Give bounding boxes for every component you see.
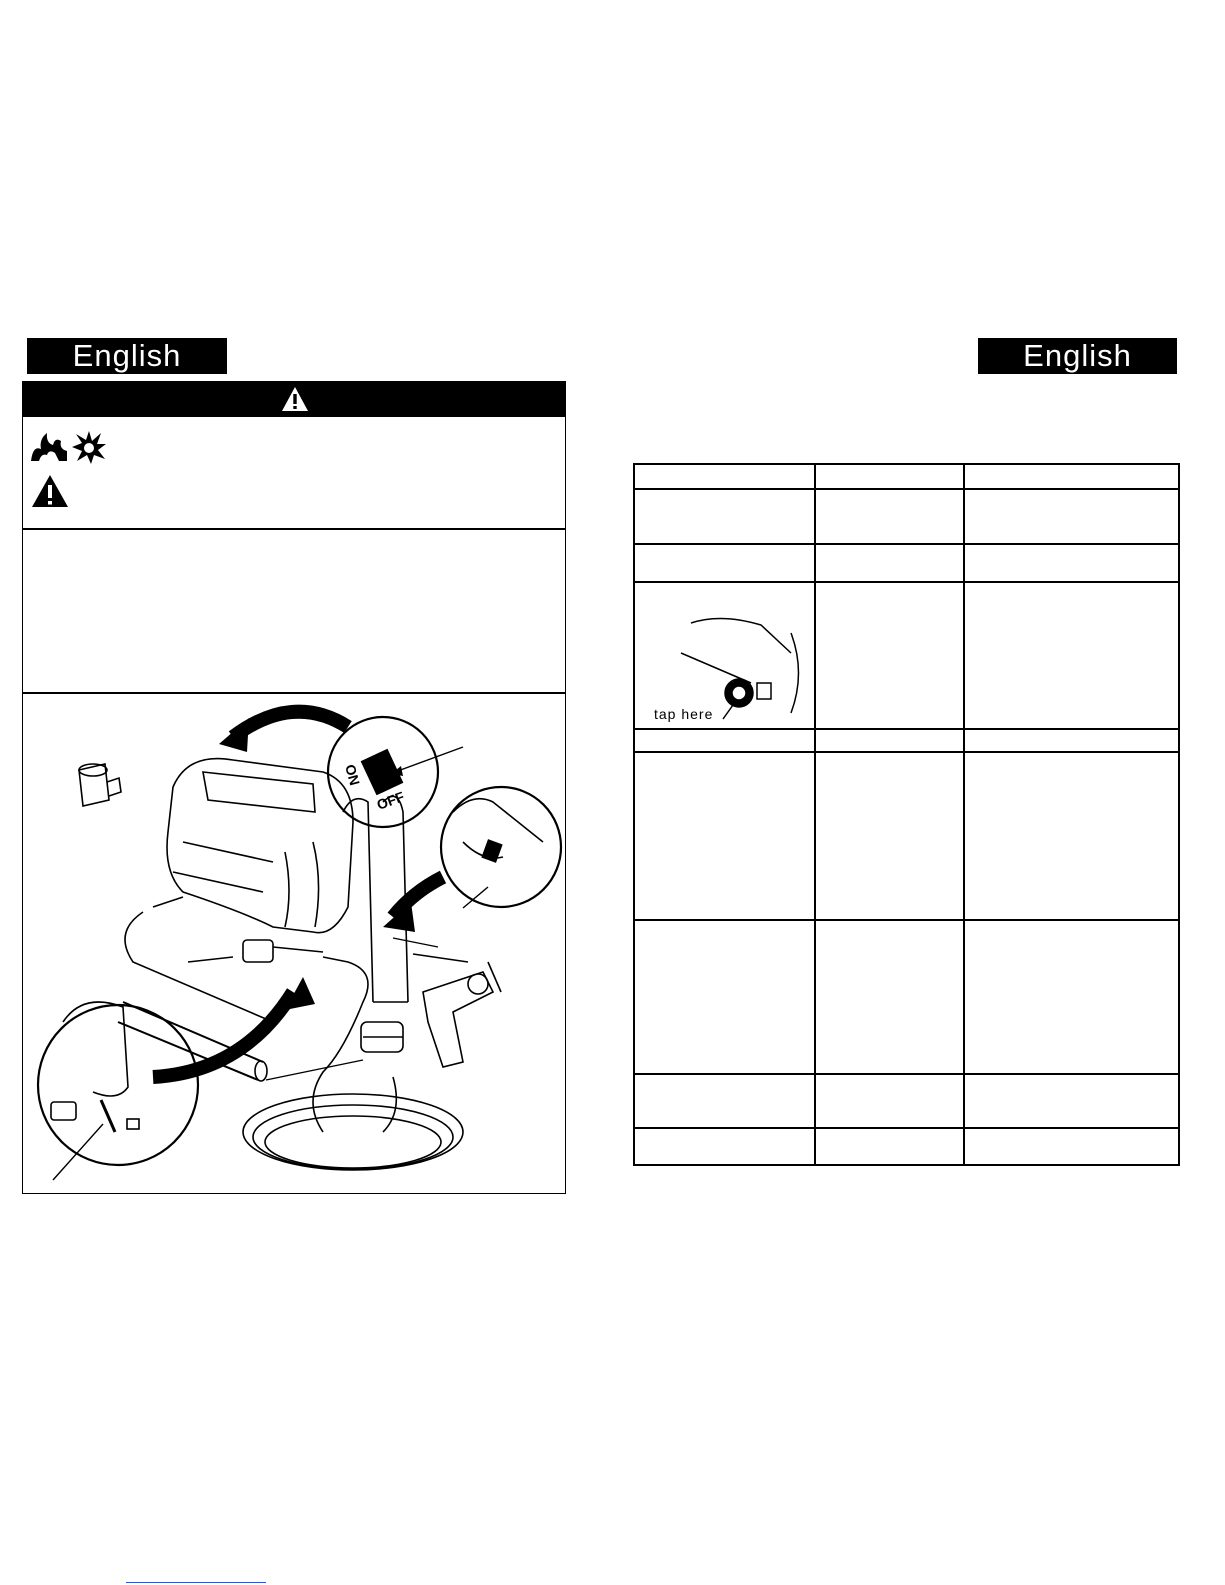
explosion-icon xyxy=(71,429,107,465)
sprayer-illustration xyxy=(23,692,565,1194)
warning-text-block xyxy=(23,528,565,694)
footer-link[interactable] xyxy=(126,1582,266,1583)
hazard-row xyxy=(23,417,565,530)
language-badge-right: English xyxy=(978,338,1177,374)
switch-off-label: OFF xyxy=(374,788,407,813)
language-badge-left: English xyxy=(27,338,227,374)
warning-header xyxy=(23,382,565,417)
warning-triangle-icon xyxy=(281,386,309,417)
fire-icon xyxy=(29,431,69,463)
tap-here-inset xyxy=(641,613,811,725)
prime-valve-inset xyxy=(441,787,561,908)
troubleshooting-table xyxy=(633,463,1180,1166)
hose-coil xyxy=(243,1077,463,1170)
fitting-part xyxy=(79,764,121,806)
pump-inset xyxy=(38,1002,198,1180)
warning-triangle-icon xyxy=(31,474,69,508)
tap-here-caption: tap here xyxy=(654,706,714,722)
switch-on-label: ON xyxy=(342,762,363,788)
spray-gun xyxy=(423,962,501,1067)
power-switch-inset xyxy=(328,717,463,827)
warning-panel xyxy=(22,381,566,1194)
